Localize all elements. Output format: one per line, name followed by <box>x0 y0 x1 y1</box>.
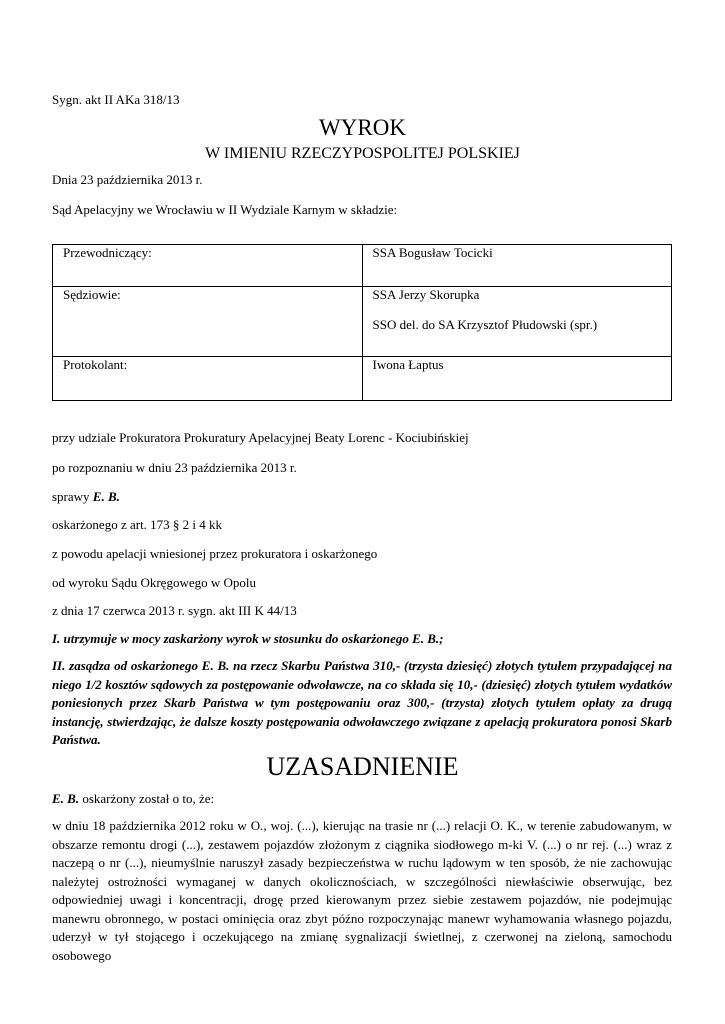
accused-line <box>52 791 214 807</box>
appeal-line: z powodu apelacji wniesionej przez prokuratora i oskarżonego <box>52 546 378 561</box>
judge-name: SSA Bogusław Tocicki <box>372 245 493 260</box>
names-cell <box>362 245 672 287</box>
document-title: WYROK <box>319 115 406 140</box>
table-row <box>53 357 672 401</box>
role-cell: Protokolant: <box>53 357 363 401</box>
case-signature: Sygn. akt II AKa 318/13 <box>52 92 180 107</box>
charge-description: w dniu 18 października 2012 roku w O., woj. (...), kierując na trasie nr (...) relacji O. K., w terenie zabudowanym, w obszarze remontu drogi (...), zestawem pojazdów złożonym z ciągnika siodłowego m-ki V. (...) o nr rej. (...) wraz z naczepą o nr (...), nieumyślnie naruszył zasady bezpieczeństwa w ruchu lądowym w ten sposób, że nie zachowując należytej ostrożności wymaganej w danych okolicznościach, w szczególności niewłaściwie obserwując, bez odpowiedniej uwagi i koncentracji, drogę przed kierowanym przez siebie zestawem pojazdów, nie podejmując manewru obronnego, w postaci ominięcia oraz zbyt późno rozpoczynając manewr wyhamowania własnego pojazdu, uderzył w tył stojącego i oczekującego na zmianę sygnalizacji świetlnej, z czerwonej na zieloną, samochodu osobowego <box>52 818 672 963</box>
case-line <box>52 489 120 505</box>
table-row <box>53 245 672 287</box>
table-row <box>53 287 672 357</box>
names-cell <box>362 357 672 401</box>
accused-name: E. B. <box>52 791 80 806</box>
case-name: E. B. <box>92 489 120 504</box>
judgment-date: Dnia 23 października 2013 r. <box>52 172 203 187</box>
case-prefix: sprawy <box>52 489 93 504</box>
lower-court-date-line: z dnia 17 czerwca 2013 r. sygn. akt III K 44/13 <box>52 603 297 618</box>
lower-court-line: od wyroku Sądu Okręgowego w Opolu <box>52 575 257 590</box>
verdict-point-1: I. utrzymuje w mocy zaskarżony wyrok w stosunku do oskarżonego E. B.; <box>52 631 444 646</box>
verdict-point-2: II. zasądza od oskarżonego E. B. na rzecz Skarbu Państwa 310,- (trzysta dziesięć) złotych tytułem przypadającej na niego 1/2 kosztów sądowych za postępowanie odwoławcze, na co składa się 10,- (dziesięć) złotych tytułem wydatków poniesionych przez Skarb Państwa w tym postępowaniu oraz 300,- (trzysta) złotych tytułem opłaty za drugą instancję, stwierdzając, że dalsze koszty postępowania odwoławczego związane z apelacją prokuratora ponosi Skarb Państwa. <box>52 658 672 747</box>
clerk-name: Iwona Łaptus <box>372 357 444 372</box>
names-cell <box>362 287 672 357</box>
court-composition-intro: Sąd Apelacyjny we Wrocławiu w II Wydziale Karnym w składzie: <box>52 202 398 217</box>
judge-name: SSO del. do SA Krzysztof Płudowski (spr.) <box>372 317 598 332</box>
charge-article-line: oskarżonego z art. 173 § 2 i 4 kk <box>52 517 223 532</box>
role-cell: Sędziowie: <box>53 287 363 357</box>
document-subtitle: W IMIENIU RZECZYPOSPOLITEJ POLSKIEJ <box>205 145 520 162</box>
justification-heading: UZASADNIENIE <box>266 752 459 781</box>
court-composition-table <box>52 244 672 401</box>
role-cell: Przewodniczący: <box>53 245 363 287</box>
judge-name: SSA Jerzy Skorupka <box>372 287 480 302</box>
accused-text: oskarżony został o to, że: <box>79 791 215 806</box>
prosecutor-line: przy udziale Prokuratora Prokuratury Apelacyjnej Beaty Lorenc - Kociubińskiej <box>52 430 469 445</box>
hearing-line: po rozpoznaniu w dniu 23 października 2013 r. <box>52 460 297 475</box>
